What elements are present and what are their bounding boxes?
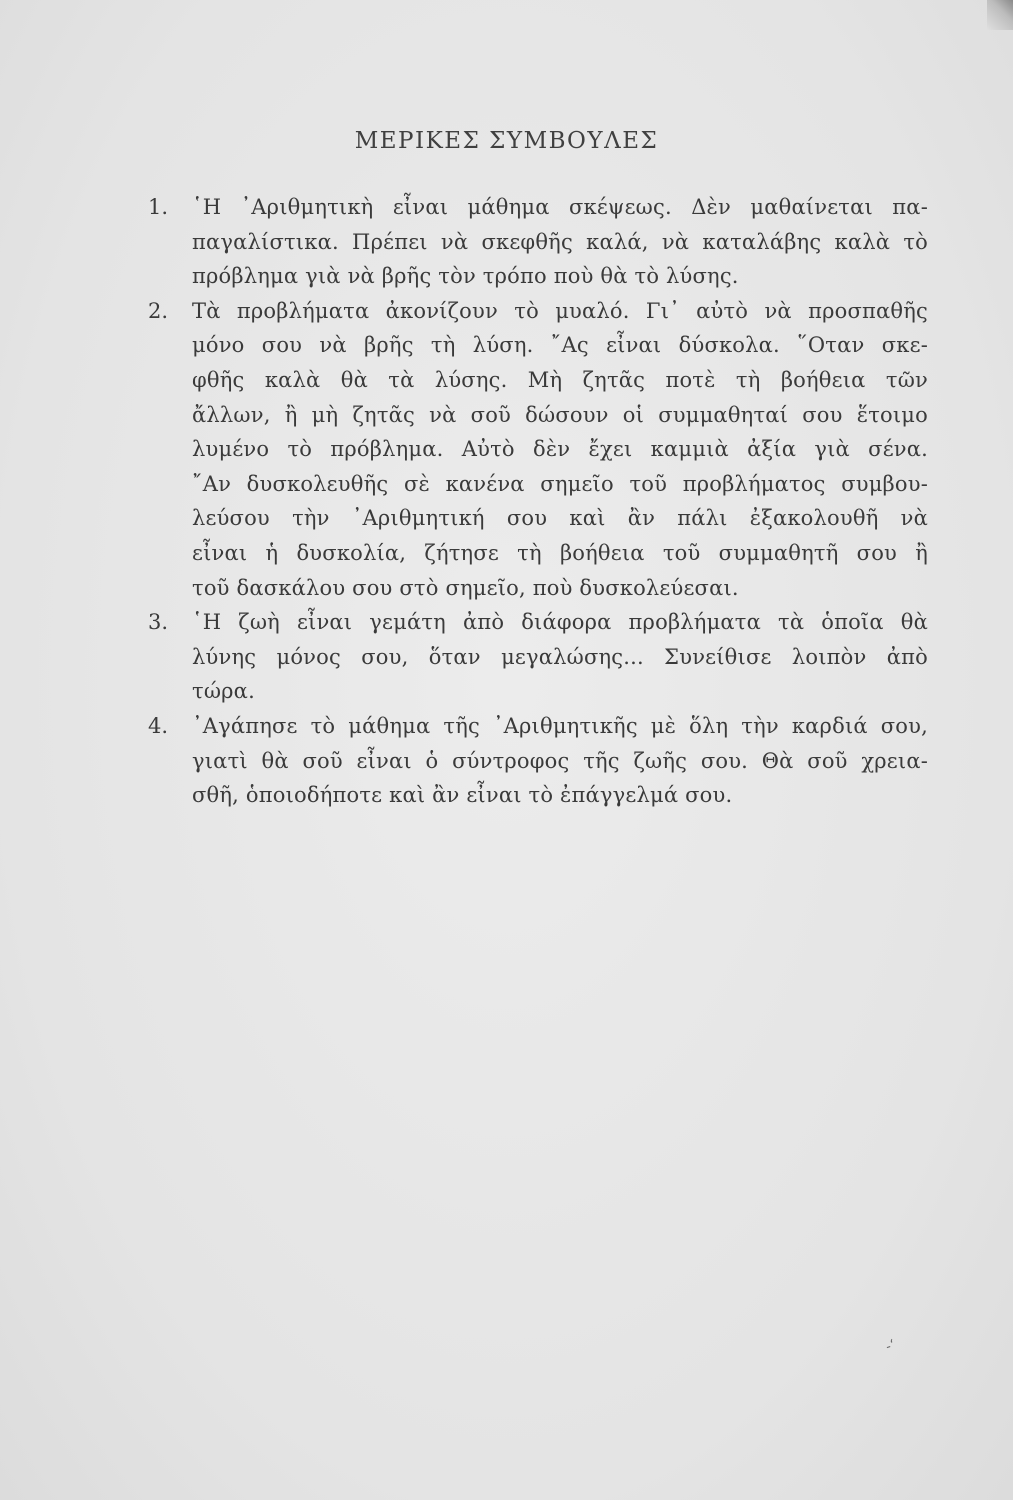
item-number: 4. [148,713,169,738]
text-line: ῎Αν δυσκολευθῆς σὲ κανένα σημεῖο τοῦ προβλήματος συμβου- [192,471,928,496]
text-line: εἶναι ἡ δυσκολία, ζήτησε τὴ βοήθεια τοῦ συμμαθητῆ σου ἢ [192,540,928,565]
text-line: Τὰ προβλήματα ἀκονίζουν τὸ μυαλό. Γι᾿ αὐτὸ νὰ προσπαθῆς [192,298,928,323]
advice-item-2 [148,294,928,605]
text-line: λεύσου τὴν ᾿Αριθμητική σου καὶ ἂν πάλι ἐξακολουθῆ νὰ [192,506,928,531]
text-line: παγαλίστικα. Πρέπει νὰ σκεφθῆς καλά, νὰ καταλάβης καλὰ τὸ [192,229,928,254]
text-line: γιατὶ θὰ σοῦ εἶναι ὁ σύντροφος τῆς ζωῆς σου. Θὰ σοῦ χρεια- [192,748,928,773]
text-line: λύνης μόνος σου, ὅταν μεγαλώσης... Συνείθισε λοιπὸν ἀπὸ [192,644,928,669]
item-text [192,605,928,709]
text-line: τοῦ δασκάλου σου στὸ σημεῖο, ποὺ δυσκολεύεσαι. [192,575,739,600]
advice-list [148,190,928,813]
advice-item-3 [148,605,928,709]
text-line: ἄλλων, ἢ μὴ ζητᾶς νὰ σοῦ δώσουν οἱ συμμαθηταί σου ἕτοιμο [192,402,928,427]
text-line: ῾Η ᾿Αριθμητικὴ εἶναι μάθημα σκέψεως. Δὲν μαθαίνεται πα- [192,195,928,219]
item-text [192,190,928,294]
advice-item-1 [148,190,928,294]
text-line: πρόβλημα γιὰ νὰ βρῆς τὸν τρόπο ποὺ θὰ τὸ λύσης. [192,264,739,289]
page-corner-shadow [987,0,1013,30]
text-line: ᾿Αγάπησε τὸ μάθημα τῆς ᾿Αριθμητικῆς μὲ ὅλη τὴν καρδιά σου, [192,713,928,738]
text-line: ῾Η ζωὴ εἶναι γεμάτη ἀπὸ διάφορα προβλήματα τὰ ὁποῖα θὰ [192,610,928,635]
item-number: 1. [148,195,169,219]
text-line: τώρα. [192,679,255,704]
text-line: μόνο σου νὰ βρῆς τὴ λύση. ῎Ας εἶναι δύσκολα. ῞Οταν σκε- [192,333,928,358]
item-text [192,709,928,813]
text-line: λυμένο τὸ πρόβλημα. Αὐτὸ δὲν ἔχει καμμιὰ ἀξία γιὰ σένα. [192,437,928,462]
text-line: σθῆ, ὁποιοδήποτε καὶ ἂν εἶναι τὸ ἐπάγγελμά σου. [192,783,733,808]
margin-mark: -‘ [883,1336,898,1356]
page-title: ΜΕΡΙΚΕΣ ΣΥΜΒΟΥΛΕΣ [354,128,659,154]
advice-item-4 [148,709,928,813]
item-number: 2. [148,298,169,323]
text-line: φθῆς καλὰ θὰ τὰ λύσης. Μὴ ζητᾶς ποτὲ τὴ βοήθεια τῶν [192,367,928,392]
item-text [192,294,928,605]
item-number: 3. [148,610,169,635]
